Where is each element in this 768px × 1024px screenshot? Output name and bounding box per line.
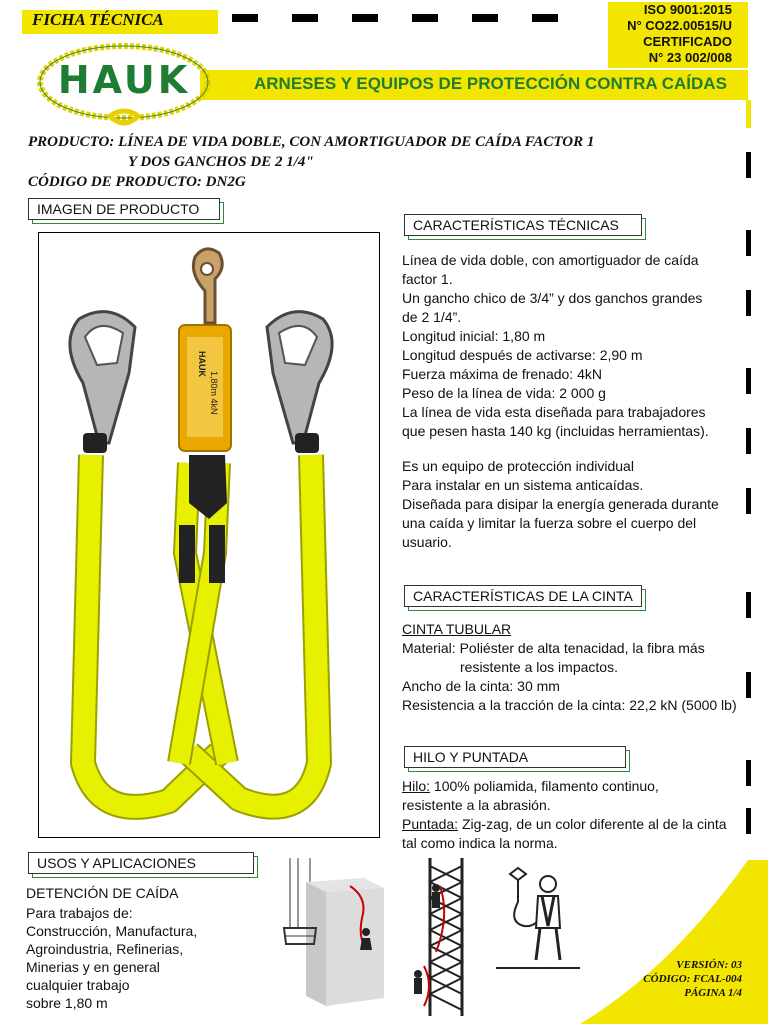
- material-label: Material:: [402, 640, 456, 656]
- tech-desc-line: Diseñada para disipar la energía generada durante: [402, 496, 719, 512]
- puntada-text-2: tal como indica la norma.: [402, 835, 558, 851]
- hilo-details: [402, 777, 727, 853]
- iso-text: [606, 2, 732, 66]
- hilo-section-title: HILO Y PUNTADA: [404, 746, 626, 768]
- iso-line: N° 23 002/008: [648, 50, 732, 65]
- tower-climb-illustration: [410, 856, 490, 1016]
- top-dash: [232, 14, 258, 22]
- side-dash: [746, 760, 751, 786]
- side-dash: [746, 592, 751, 618]
- image-section-title: IMAGEN DE PRODUCTO: [28, 198, 220, 220]
- tech-desc-line: Para instalar en un sistema anticaídas.: [402, 477, 644, 493]
- usos-line: Agroindustria, Refinerias,: [26, 941, 184, 957]
- brand-name: HAUK: [57, 58, 191, 102]
- footer-codigo: CÓDIGO: FCAL-004: [643, 973, 742, 985]
- tech-line: Un gancho chico de 3/4” y dos ganchos grandes: [402, 290, 703, 306]
- footer-pagina: PÁGINA 1/4: [684, 987, 742, 999]
- product-code: CÓDIGO DE PRODUCTO: DN2G: [28, 174, 246, 190]
- usos-section-title: USOS Y APLICACIONES: [28, 852, 254, 874]
- iso-line: CERTIFICADO: [643, 34, 732, 49]
- usos-line: Construcción, Manufactura,: [26, 923, 198, 939]
- top-dash: [412, 14, 438, 22]
- lanyard-illustration: [39, 233, 379, 837]
- tech-desc-line: Es un equipo de protección individual: [402, 458, 634, 474]
- side-dash: [746, 290, 751, 316]
- usos-line: sobre 1,80 m: [26, 995, 108, 1011]
- hauk-logo: [36, 40, 212, 130]
- shock-absorber-brand: HAUK: [197, 351, 207, 377]
- tech-line: que pesen hasta 140 kg (incluidas herramientas).: [402, 423, 709, 439]
- material-text-2: resistente a los impactos.: [460, 659, 618, 675]
- side-dash: [746, 672, 751, 698]
- side-dash: [746, 368, 751, 394]
- hilo-text-2: resistente a la abrasión.: [402, 797, 551, 813]
- hilo-text: 100% poliamida, filamento continuo,: [430, 778, 659, 794]
- side-dash: [746, 152, 751, 178]
- cinta-details: [402, 620, 737, 715]
- tech-line: Línea de vida doble, con amortiguador de caída: [402, 252, 699, 268]
- cinta-section-title: CARACTERÍSTICAS DE LA CINTA: [404, 585, 642, 607]
- tech-desc-line: usuario.: [402, 534, 452, 550]
- banner-title: ARNESES Y EQUIPOS DE PROTECCIÓN CONTRA CAÍDAS: [254, 74, 727, 93]
- side-dash: [746, 100, 751, 128]
- usos-line: cualquier trabajo: [26, 977, 130, 993]
- shock-absorber-label: 1,80m 4kN: [209, 371, 219, 415]
- usos-line: Para trabajos de:: [26, 905, 133, 921]
- tech-line: Fuerza máxima de frenado: 4kN: [402, 366, 602, 382]
- side-dash: [746, 428, 751, 454]
- tech-line: Peso de la línea de vida: 2 000 g: [402, 385, 606, 401]
- cinta-ancho: Ancho de la cinta: 30 mm: [402, 678, 560, 694]
- material-text: Poliéster de alta tenacidad, la fibra más: [459, 640, 705, 656]
- side-dash: [746, 808, 751, 834]
- cinta-subtitle: CINTA TUBULAR: [402, 621, 512, 637]
- product-line-2: Y DOS GANCHOS DE 2 1/4": [128, 154, 314, 170]
- tech-line: Longitud inicial: 1,80 m: [402, 328, 546, 344]
- tech-specs: [402, 251, 709, 441]
- tech-line: de 2 1/4”.: [402, 309, 462, 325]
- tech-line: La línea de vida esta diseñada para trabajadores: [402, 404, 706, 420]
- puntada-text: Zig-zag, de un color diferente al de la cinta: [458, 816, 727, 832]
- tech-desc-line: una caída y limitar la fuerza sobre el cuerpo del: [402, 515, 697, 531]
- usos-heading: DETENCIÓN DE CAÍDA: [26, 885, 179, 901]
- footer-info: [604, 958, 742, 1000]
- tech-description: [402, 457, 719, 552]
- puntada-label: Puntada:: [402, 816, 459, 832]
- iso-line: ISO 9001:2015: [643, 2, 732, 17]
- product-image-frame: [38, 232, 380, 838]
- iso-line: N° CO22.00515/U: [627, 18, 732, 33]
- usos-list: [26, 904, 197, 1012]
- cinta-resistencia: Resistencia a la tracción de la cinta: 22,2 kN (5000 lb): [402, 697, 737, 713]
- building-fall-illustration: [276, 858, 396, 1010]
- tech-line: Longitud después de activarse: 2,90 m: [402, 347, 643, 363]
- harness-worker-illustration: [496, 866, 588, 970]
- hilo-label: Hilo:: [402, 778, 431, 794]
- tech-section-title: CARACTERÍSTICAS TÉCNICAS: [404, 214, 642, 236]
- footer-version: VERSIÓN: 03: [676, 959, 742, 971]
- usos-line: Minerias y en general: [26, 959, 160, 975]
- side-dash: [746, 230, 751, 256]
- top-dash: [352, 14, 378, 22]
- top-dash: [292, 14, 318, 22]
- tech-line: factor 1.: [402, 271, 453, 287]
- ficha-tecnica-title: FICHA TÉCNICA: [32, 10, 164, 29]
- top-dash: [532, 14, 558, 22]
- top-dash: [472, 14, 498, 22]
- side-dash: [746, 488, 751, 514]
- product-line-1: PRODUCTO: LÍNEA DE VIDA DOBLE, CON AMORTIGUADOR DE CAÍDA FACTOR 1: [28, 134, 595, 150]
